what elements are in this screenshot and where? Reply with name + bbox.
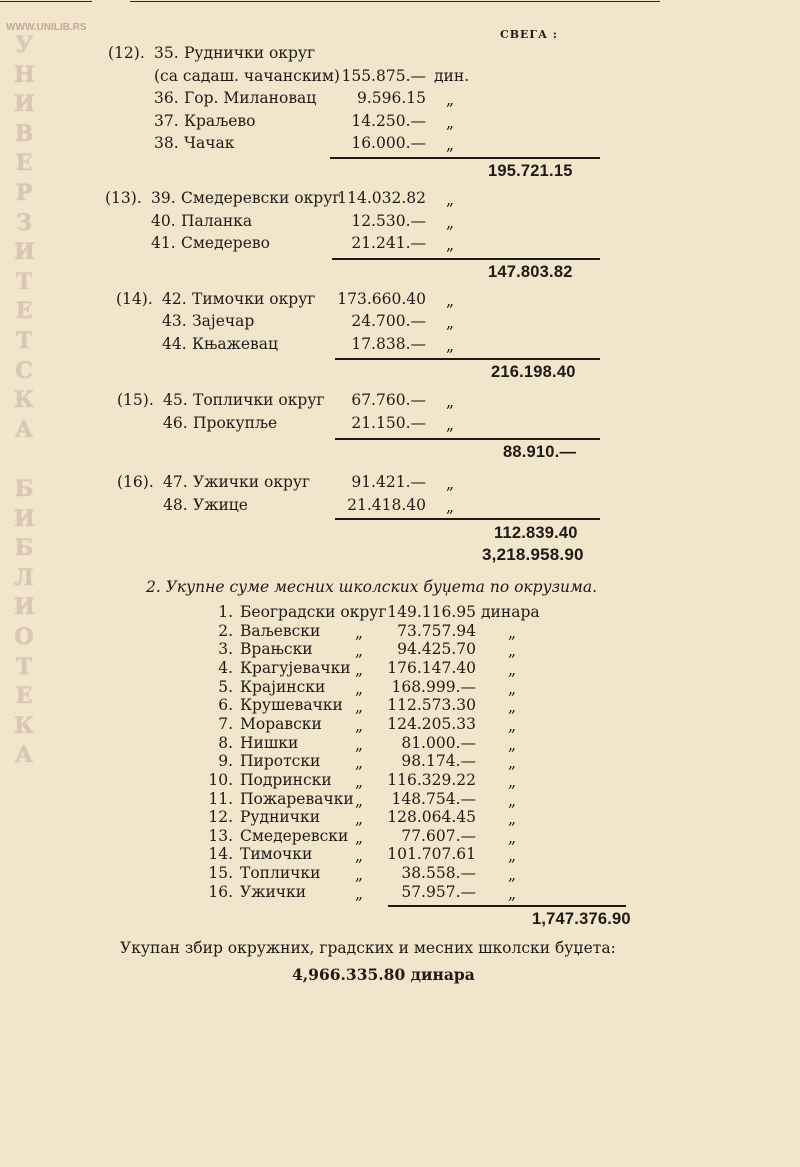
ditto-mark: „ (446, 114, 455, 132)
vertical-letter: А (15, 416, 33, 443)
row-index: 38. (154, 134, 179, 152)
district-value: 38.558.— (401, 864, 476, 883)
district-value: 168.999.— (391, 677, 476, 696)
budget-value: 67.760.— (351, 391, 426, 409)
district-name: Моравски (240, 714, 322, 733)
vertical-letter: О (14, 624, 34, 650)
district-name: Нишки (240, 733, 299, 752)
district-value: 101.707.61 (387, 845, 476, 864)
district-value: 128.064.45 (387, 808, 476, 827)
place-name: Ужички округ (193, 473, 311, 491)
place-name: Паланка (181, 212, 253, 230)
ditto-mark: „ (355, 791, 364, 810)
grand-total-1: 3,218.958.90 (482, 545, 584, 564)
place-name: Гор. Милановац (184, 89, 317, 107)
row-index: 44. (162, 335, 187, 353)
vertical-letter: Н (14, 61, 35, 88)
district-name: Крагујевачки (240, 658, 351, 677)
group-subtotal: 147.803.82 (488, 263, 573, 281)
ditto-mark: „ (355, 716, 364, 735)
district-name: Топлички (240, 864, 321, 883)
district-index: 4. (218, 658, 233, 677)
place-name: (са садаш. чачанским) (154, 67, 340, 85)
section2-title: 2. Укупне суме месних школских буџета по окрузима. (146, 578, 598, 596)
district-value: 94.425.70 (397, 640, 476, 659)
district-index: 10. (208, 770, 233, 789)
row-index: 41. (151, 234, 176, 252)
ditto-mark: „ (355, 847, 364, 866)
ditto-mark: „ (446, 214, 455, 232)
row-index: 42. (162, 290, 187, 308)
district-name: Ваљевски (240, 621, 321, 640)
currency-label: дин. (434, 67, 470, 85)
vertical-letter: И (14, 91, 35, 118)
district-value: 148.754.— (391, 789, 476, 808)
district-value: 124.205.33 (387, 714, 476, 733)
row-index: 36. (154, 89, 179, 107)
ditto-mark: „ (355, 754, 364, 773)
place-name: Прокупље (193, 414, 278, 432)
budget-value: 24.700.— (351, 312, 426, 330)
district-name: Тимочки (240, 845, 313, 864)
district-index: 15. (208, 864, 233, 883)
row-index: 46. (163, 414, 188, 432)
budget-value: 21.241.— (351, 234, 426, 252)
group-subtotal: 88.910.— (503, 443, 577, 461)
vertical-letter: Е (15, 150, 33, 177)
vertical-letter: З (16, 209, 32, 236)
district-index: 7. (218, 714, 233, 733)
vertical-letter: Р (15, 180, 33, 206)
group-number: (12). (108, 44, 145, 62)
budget-value: 21.418.40 (347, 496, 426, 514)
ditto-mark: „ (355, 884, 364, 903)
ditto-mark: „ (446, 314, 455, 332)
row-index: 43. (162, 312, 187, 330)
ditto-mark: „ (446, 236, 455, 254)
ditto-mark: „ (355, 623, 364, 642)
ditto-mark: „ (355, 810, 364, 829)
ditto-mark: „ (508, 660, 517, 679)
vertical-letter: Б (14, 476, 34, 502)
ditto-mark: „ (446, 136, 455, 154)
ditto-mark: „ (508, 847, 517, 866)
district-value: 77.607.— (401, 826, 476, 845)
district-name: Руднички (240, 808, 321, 827)
vertical-letter: Т (15, 328, 33, 354)
place-name: Топлички округ (193, 391, 325, 409)
row-index: 47. (163, 473, 188, 491)
district-name: Врањски (240, 640, 313, 659)
group-number: (16). (117, 473, 154, 491)
ditto-mark: „ (355, 642, 364, 661)
vertical-letter: Е (15, 683, 33, 710)
subtotal-rule (335, 438, 600, 440)
district-value: 57.957.— (401, 882, 476, 901)
district-name: Крушевачки (240, 696, 343, 715)
budget-value: 21.150.— (351, 414, 426, 432)
district-value: 81.000.— (401, 733, 476, 752)
vertical-letter: К (14, 387, 35, 414)
vertical-letter: К (14, 712, 35, 739)
top-rule-left (0, 1, 92, 2)
group-number: (13). (105, 189, 142, 207)
subtotal-rule (332, 258, 600, 260)
place-name: Смедерево (181, 234, 270, 252)
district-value: 73.757.94 (397, 621, 476, 640)
district-index: 11. (208, 789, 233, 808)
ditto-mark: „ (508, 716, 517, 735)
vertical-letter: И (14, 505, 35, 532)
place-name: Тимочки округ (192, 290, 316, 308)
place-name: Смедеревски округ (181, 189, 341, 207)
ditto-mark: „ (446, 498, 455, 516)
section2-total-rule (388, 905, 626, 907)
budget-value: 91.421.— (351, 473, 426, 491)
ditto-mark: „ (508, 828, 517, 847)
subtotal-rule (335, 358, 600, 360)
vertical-letter: В (14, 120, 34, 147)
ditto-mark: „ (355, 679, 364, 698)
district-name: Смедеревски (240, 826, 349, 845)
vertical-letter: И (14, 239, 35, 266)
budget-value: 155.875.— (341, 67, 426, 85)
district-value: 98.174.— (401, 752, 476, 771)
budget-value: 14.250.— (351, 112, 426, 130)
ditto-mark: „ (446, 393, 455, 411)
district-index: 16. (208, 882, 233, 901)
top-rule-right (130, 1, 660, 2)
section2-total: 1,747.376.90 (532, 910, 631, 928)
vertical-letter: Л (14, 564, 34, 591)
budget-value: 17.838.— (351, 335, 426, 353)
district-name: Београдски округ (240, 603, 387, 621)
ditto-mark: „ (355, 772, 364, 791)
ditto-mark: „ (446, 416, 455, 434)
district-index: 6. (218, 696, 233, 715)
summary-text: Укупан збир окружних, градских и месних школски буџета: (120, 939, 616, 957)
district-index: 2. (218, 621, 233, 640)
district-name: Ужички (240, 882, 307, 901)
ditto-mark: „ (508, 884, 517, 903)
place-name: Зајечар (192, 312, 255, 330)
group-subtotal: 112.839.40 (494, 524, 578, 542)
group-subtotal: 195.721.15 (488, 162, 573, 180)
row-index: 40. (151, 212, 176, 230)
vertical-letter: И (14, 594, 35, 621)
ditto-mark: „ (446, 191, 455, 209)
subtotal-rule (335, 518, 600, 520)
ditto-mark: „ (508, 754, 517, 773)
district-name: Крајински (240, 677, 326, 696)
ditto-mark: „ (508, 623, 517, 642)
ditto-mark: „ (508, 642, 517, 661)
ditto-mark: „ (508, 866, 517, 885)
place-name: Краљево (184, 112, 256, 130)
ditto-mark: „ (508, 698, 517, 717)
ditto-mark: „ (508, 791, 517, 810)
row-index: 37. (154, 112, 179, 130)
group-number: (14). (116, 290, 153, 308)
vertical-letter: С (15, 357, 33, 384)
ditto-mark: „ (508, 772, 517, 791)
budget-value: 9.596.15 (356, 89, 426, 107)
subtotal-rule (330, 157, 600, 159)
district-index: 14. (208, 845, 233, 864)
budget-value: 12.530.— (351, 212, 426, 230)
district-index: 9. (218, 752, 233, 771)
district-value: 112.573.30 (387, 696, 476, 715)
district-value: 116.329.22 (387, 770, 476, 789)
row-index: 48. (163, 496, 188, 514)
ditto-mark: „ (508, 810, 517, 829)
group-number: (15). (117, 391, 154, 409)
ditto-mark: „ (355, 735, 364, 754)
ditto-mark: „ (355, 866, 364, 885)
vertical-letter: Б (14, 535, 34, 562)
district-name: Пиротски (240, 752, 321, 771)
vertical-letter: Е (15, 298, 33, 325)
group-subtotal: 216.198.40 (491, 363, 576, 381)
district-index: 3. (218, 640, 233, 659)
header-svega: СВЕГА : (500, 28, 558, 41)
place-name: Чачак (184, 134, 235, 152)
row-index: 39. (151, 189, 176, 207)
place-name: Ужице (193, 496, 248, 514)
summary-value: 4,966.335.80 динара (292, 965, 475, 984)
budget-value: 114.032.82 (337, 189, 426, 207)
place-name: Књажевац (192, 335, 278, 353)
ditto-mark: „ (446, 475, 455, 493)
ditto-mark: „ (508, 735, 517, 754)
budget-value: 173.660.40 (337, 290, 426, 308)
site-watermark: WWW.UNILIB.RS (6, 22, 87, 33)
district-index: 5. (218, 677, 233, 696)
ditto-mark: „ (355, 660, 364, 679)
vertical-letter: У (15, 32, 33, 58)
district-name: Подрински (240, 770, 332, 789)
ditto-mark: „ (355, 828, 364, 847)
row-index: 35. (154, 44, 179, 62)
unit-label: динара (481, 603, 540, 621)
district-value: 149.116.95 (387, 603, 476, 621)
ditto-mark: „ (446, 91, 455, 109)
district-value: 176.147.40 (387, 658, 476, 677)
place-name: Руднички округ (184, 44, 316, 62)
district-index: 12. (208, 808, 233, 827)
vertical-letter: А (15, 742, 33, 769)
district-index: 8. (218, 733, 233, 752)
district-index: 1. (218, 603, 233, 621)
ditto-mark: „ (355, 698, 364, 717)
row-index: 45. (163, 391, 188, 409)
vertical-letter: Т (15, 268, 33, 295)
district-index: 13. (208, 826, 233, 845)
ditto-mark: „ (508, 679, 517, 698)
ditto-mark: „ (446, 337, 455, 355)
district-name: Пожаревачки (240, 789, 354, 808)
vertical-letter: Т (15, 653, 33, 680)
ditto-mark: „ (446, 292, 455, 310)
budget-value: 16.000.— (351, 134, 426, 152)
